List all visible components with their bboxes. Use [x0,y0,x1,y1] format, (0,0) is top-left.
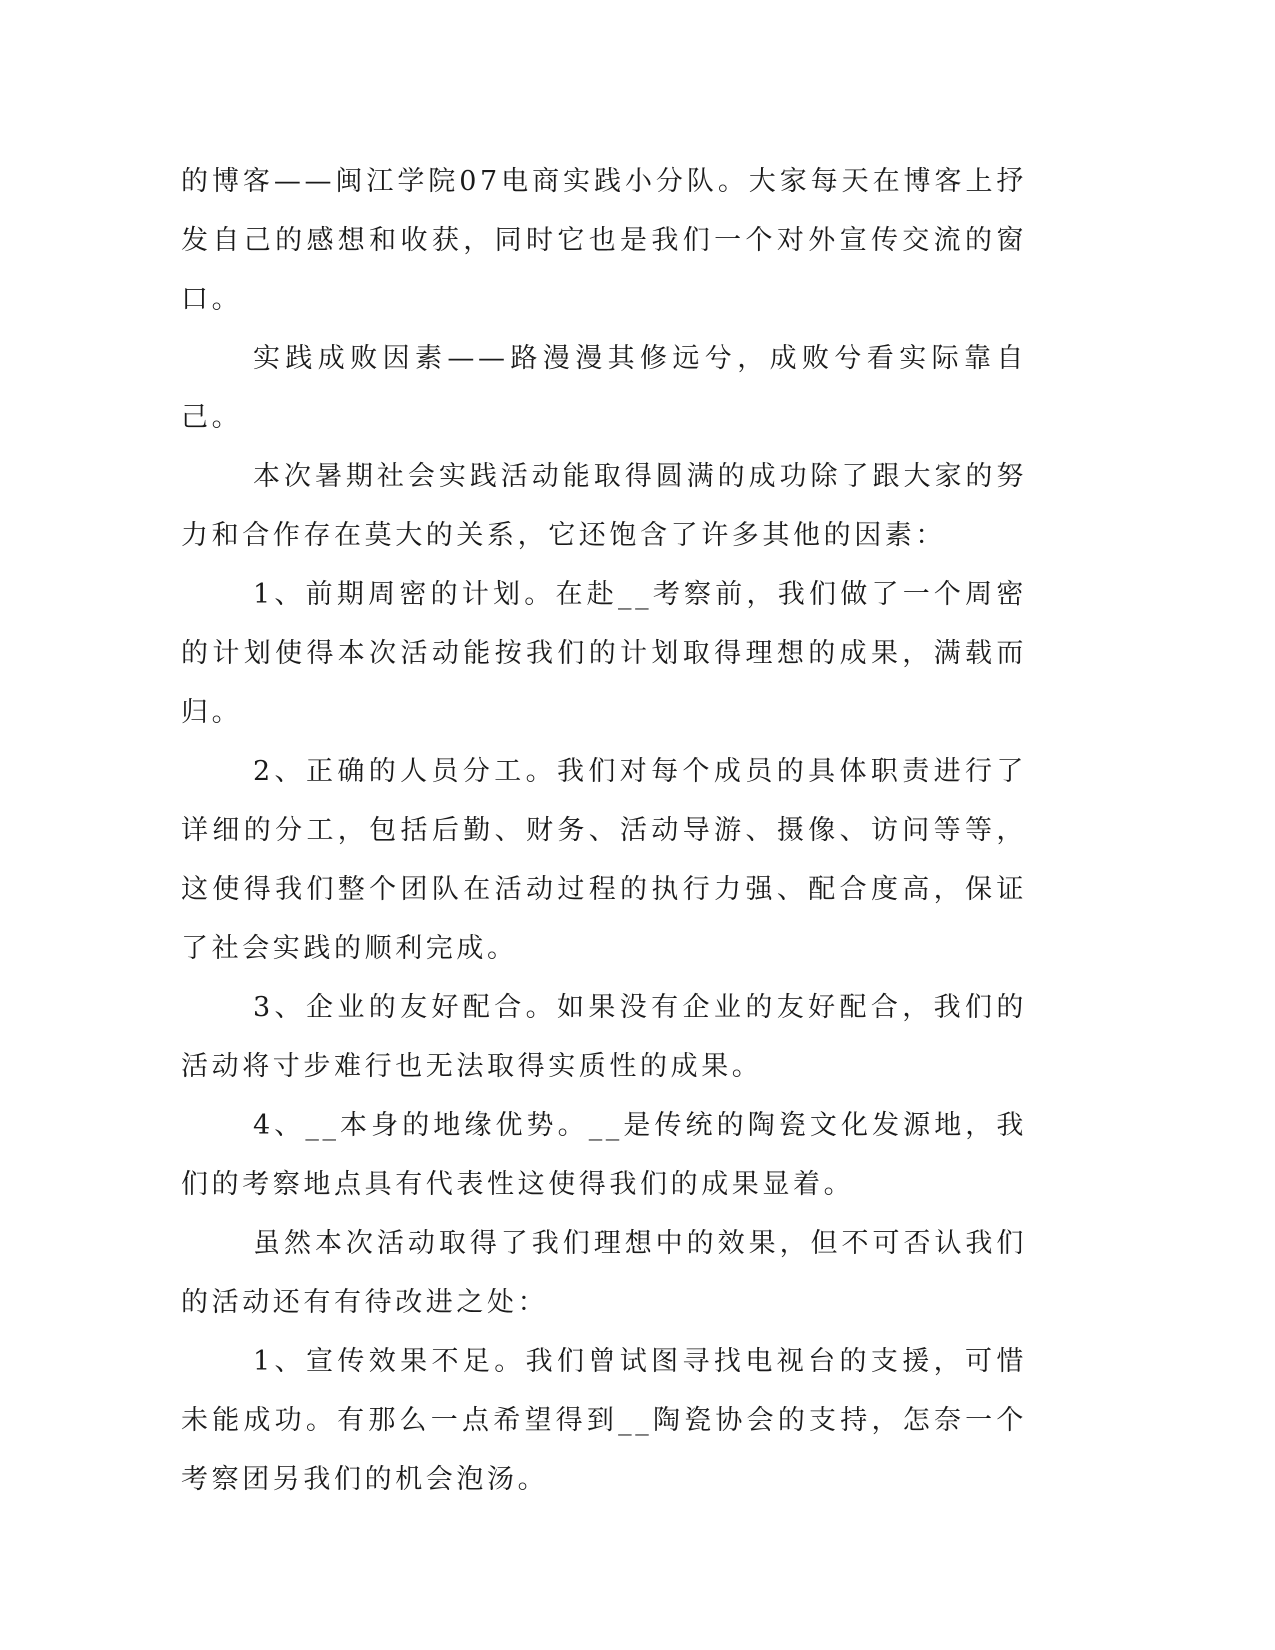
paragraph-success-factors-heading: 实践成败因素——路漫漫其修远兮，成败兮看实际靠自己。 [181,343,1027,433]
paragraph-improvements-intro: 虽然本次活动取得了我们理想中的效果，但不可否认我们的活动还有有待改进之处： [181,1228,1027,1318]
paragraph-factor-geographic-advantage: 4、__本身的地缘优势。__是传统的陶瓷文化发源地，我们的考察地点具有代表性这使得我们的成果显着。 [181,1110,1027,1200]
document-page [181,152,1027,1509]
paragraph-factor-planning: 1、前期周密的计划。在赴__考察前，我们做了一个周密的计划使得本次活动能按我们的计划取得理想的成果，满载而归。 [181,579,1027,728]
paragraph-factor-division-of-labor: 2、正确的人员分工。我们对每个成员的具体职责进行了详细的分工，包括后勤、财务、活动导游、摄像、访问等等，这使得我们整个团队在活动过程的执行力强、配合度高，保证了社会实践的顺利完成。 [181,756,1027,964]
paragraph-blog-intro: 的博客——闽江学院07电商实践小分队。大家每天在博客上抒发自己的感想和收获，同时它也是我们一个对外宣传交流的窗口。 [181,166,1027,315]
paragraph-factor-enterprise-cooperation: 3、企业的友好配合。如果没有企业的友好配合，我们的活动将寸步难行也无法取得实质性的成果。 [181,992,1027,1082]
paragraph-success-factors-intro: 本次暑期社会实践活动能取得圆满的成功除了跟大家的努力和合作存在莫大的关系，它还饱含了许多其他的因素： [181,461,1027,551]
paragraph-improvement-publicity: 1、宣传效果不足。我们曾试图寻找电视台的支援，可惜未能成功。有那么一点希望得到__陶瓷协会的支持，怎奈一个考察团另我们的机会泡汤。 [181,1346,1027,1495]
